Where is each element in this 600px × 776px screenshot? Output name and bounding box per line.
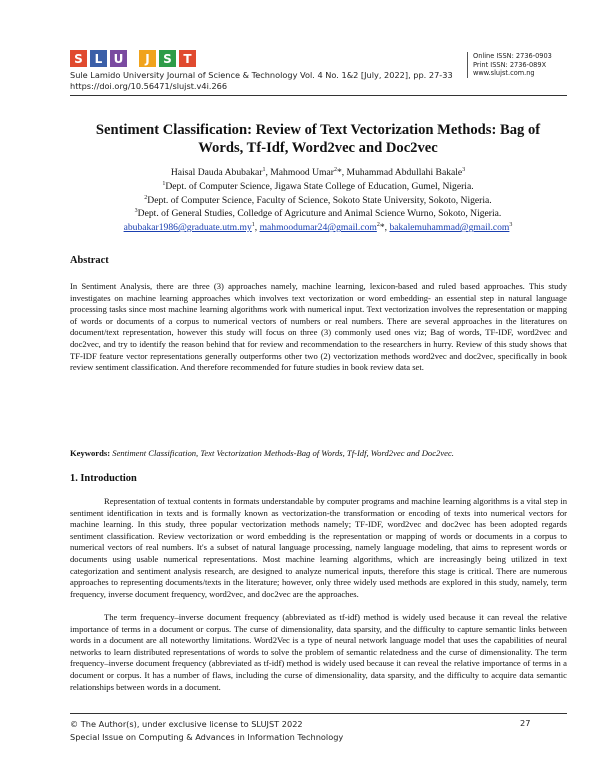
intro-paragraph-1: Representation of textual contents in formats understandable by computer programs and machine learning algorithms is a vital step in sentiment identification in texts and is formally known as vectorization-the transformation or encoding of texts into numerical vectors for machine learning. In this study, three popular vectorization methods namely; TF-IDF, word2vec and doc2vec has been adopted regards sentiment classification. Review vectorization or word embedding is the representation or mapping of words or documents in a corpus to numerical vectors of real numbers. It's a subset of natural language processing, namely language modeling, that aims to represent words or documents using usable numerical representations. Most machine learning algorithms, which are increasingly being utilized in text categorization and sentiment analysis research, are designed to analyze numerical inputs, therefore this stage is critical. There are numerous approaches to representing documents/texts in the literature; however, only three widely used methods are explored in this study, namely, term frequency, inverse document frequency, word2vec, and doc2vec are the approaches. — [70, 496, 567, 599]
keywords-text: Sentiment Classification, Text Vectorization Methods-Bag of Words, Tf-Idf, Word2vec and Doc2vec. — [112, 448, 454, 458]
abstract-text: In Sentiment Analysis, there are three (3) approaches namely, machine learning, lexicon-based and ruled based approaches. This study investigates on machine learning approaches which involves text vectorization or word embedding- an essential step in natural language processing tasks since most machine learning algorithms work with numerical input. Text vectorization involves the representation or mapping of words or documents of a corpus to numerical vectors of numbers or real numbers. There are several approaches in the literatures on document/text representation, however this study will focus on three (3) commonly used ones viz; Bag of words, TF-IDF, word2vec and doc2vec, and try to identify the reason behind that for review and recommendation to the researchers in hurry. Review of this study shows that TF-IDF feature vector representations generally outperforms other two (2) vectorization methods word2vec and doc2vec, specifically in book review sentiment classification. And therefore recommended for future studies in book review data set. — [70, 281, 567, 373]
journal-citation — [70, 70, 470, 92]
email-link-1[interactable]: abubakar1986@graduate.utm.my — [123, 222, 252, 234]
author-2: Mahmood Umar — [270, 167, 334, 179]
abstract-heading: Abstract — [70, 255, 109, 266]
author-1: Haisal Dauda Abubakar — [170, 167, 263, 179]
intro-paragraph-2: The term frequency–inverse document frequency (abbreviated as tf-idf) method is widely used because it can reveal the relative importance of terms in a document or corpus. The curse of dimensionality, data sparsity, and the difficulty to capture semantic links between words in a document are all noteworthy limitations. Word2Vec is a type of neural network language model that uses the capabilities of neural networks to learn distributed representations of words to solve the problem of semantic relatedness and the curse of dimensionality. The term frequency–inverse document frequency (abbreviated as tf-idf) method is widely used because it can reveal the relative importance of terms in a document or corpus. It has a number of flaws, including the curse of dimensionality, data sparsity, and the difficulty to acquire data semantic relationships between words in a document. — [70, 612, 567, 692]
logo-tile-l: L — [90, 50, 107, 67]
author-emails: $abubakar1986@graduate.utm.my^1$, mahmoodumar24@gmail.com$^2$*, bakalemuhammad@gmail.com$^3$ — [123, 222, 513, 234]
journal-volume-line: Sule Lamido University Journal of Science & Technology Vol. 4 No. 1&2 [July, 2022], pp. 27-33 — [70, 70, 453, 80]
logo-tile-j: J — [139, 50, 156, 67]
affiliation-3: $^3$Dept. of General Studies, Colledge of Agricuture and Animal Science Wurno, Sokoto, Nigeria. — [134, 208, 502, 220]
journal-website[interactable]: www.slujst.com.ng — [473, 69, 535, 78]
logo-tile-s2: S — [159, 50, 176, 67]
introduction-heading: 1. Introduction — [70, 473, 137, 484]
author-3: Muhammad Abdullahi Bakale — [346, 167, 463, 179]
keywords-line: Keywords: Sentiment Classification, Text Vectorization Methods-Bag of Words, Tf-Idf, Word2vec and Doc2vec. — [70, 448, 454, 458]
author-names: Haisal Dauda Abubakar$^1$, Mahmood Umar$^2$*, Muhammad Abdullahi Bakale$^3$ — [170, 167, 466, 179]
affiliation-2: $^2$Dept. of Computer Science, Faculty of Science, Sokoto State University, Sokoto, Nigeria. — [144, 194, 492, 206]
special-issue-note: Special Issue on Computing & Advances in Information Technology — [70, 732, 344, 742]
online-issn: Online ISSN: 2736-0903 — [473, 52, 552, 60]
email-link-3[interactable]: bakalemuhammad@gmail.com — [389, 222, 510, 234]
logo-tile-u: U — [110, 50, 127, 67]
issn-box — [467, 52, 573, 78]
doi-link[interactable]: https://doi.org/10.56471/slujst.v4i.266 — [70, 81, 228, 91]
title-line-2: Words, Tf-Idf, Word2vec and Doc2vec — [198, 140, 438, 156]
footer-divider — [70, 713, 567, 714]
footer-info — [70, 718, 343, 744]
logo-tile-s: S — [70, 50, 87, 67]
affiliation-1: $^1$Dept. of Computer Science, Jigawa State College of Education, Gumel, Nigeria. — [162, 180, 474, 192]
email-link-2[interactable]: mahmoodumar24@gmail.com — [259, 222, 377, 234]
copyright-notice: © The Author(s), under exclusive license to SLUJST 2022 — [70, 719, 303, 729]
header-divider — [70, 95, 567, 96]
author-block — [60, 165, 576, 234]
page-number: 27 — [520, 718, 531, 728]
paper-title — [60, 121, 576, 157]
keywords-label: Keywords — [70, 448, 108, 458]
title-line-1: Sentiment Classification: Review of Text Vectorization Methods: Bag of — [95, 122, 541, 138]
journal-logo — [70, 50, 196, 67]
print-issn: Print ISSN: 2736-089X — [473, 60, 547, 69]
logo-tile-t: T — [179, 50, 196, 67]
